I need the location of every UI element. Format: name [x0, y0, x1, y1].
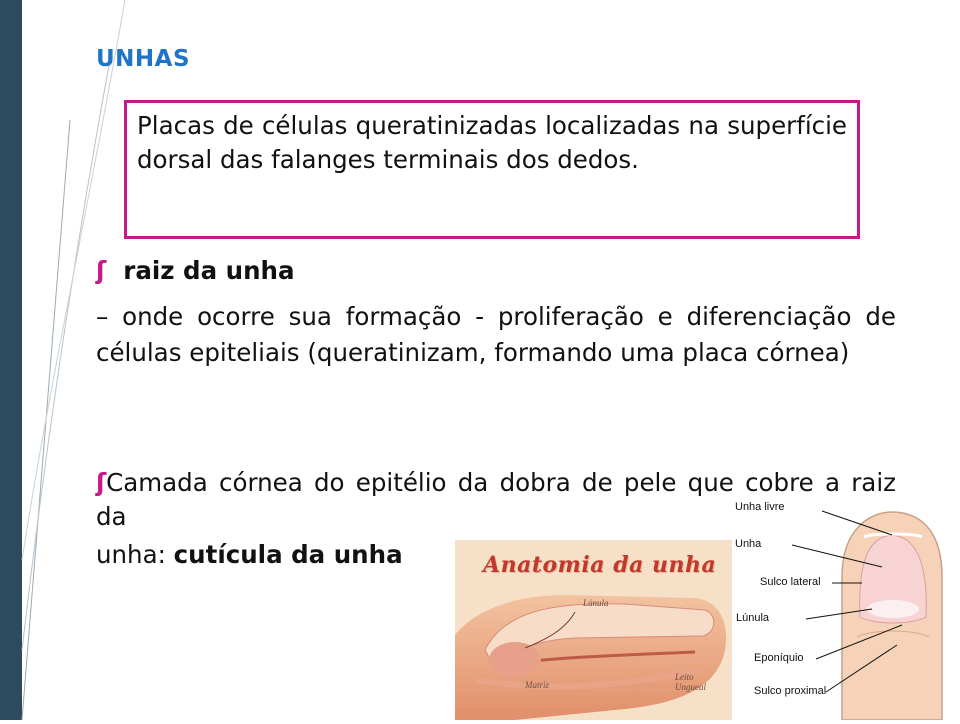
definition-text: Placas de células queratinizadas localizadas na superfície dorsal das falanges terminais dos dedos. — [137, 111, 847, 174]
label-matriz: Matriz — [525, 680, 550, 690]
label-unha: Unha — [735, 538, 762, 550]
section-heading-raiz — [96, 256, 295, 285]
finger-diagram — [732, 497, 960, 720]
label-sulco-lateral: Sulco lateral — [760, 576, 821, 588]
label-leito: Leito — [675, 672, 694, 682]
label-sulco-proximal: Sulco proximal — [754, 685, 827, 697]
section2-prefix: unha: — [96, 540, 174, 569]
bullet-symbol: ʃ — [96, 256, 107, 285]
definition-box — [124, 100, 860, 239]
anatomy-title: Anatomia da unha — [483, 552, 717, 578]
left-sidebar-bar — [0, 0, 22, 720]
label-lunula: Lúnula — [736, 612, 770, 624]
section2-text: Camada córnea do epitélio da dobra de pele que cobre a raiz da — [96, 468, 896, 531]
cuticula-term: cutícula da unha — [173, 540, 403, 569]
bullet-symbol: ʃ — [96, 468, 107, 497]
label-unha-livre: Unha livre — [735, 501, 785, 513]
section1-paragraph: – onde ocorre sua formação - proliferação e diferenciação de células epiteliais (queratinizam, formando uma placa córnea) — [96, 302, 896, 367]
section-heading-text: raiz da unha — [123, 256, 295, 285]
label-ungueal: Ungueal — [675, 682, 706, 692]
section2-line2 — [96, 540, 403, 569]
label-lunula: Lúnula — [583, 598, 609, 608]
nail-anatomy-image — [455, 540, 735, 720]
slide-title: UNHAS — [96, 46, 191, 72]
label-eponiquio: Eponíquio — [754, 652, 804, 664]
